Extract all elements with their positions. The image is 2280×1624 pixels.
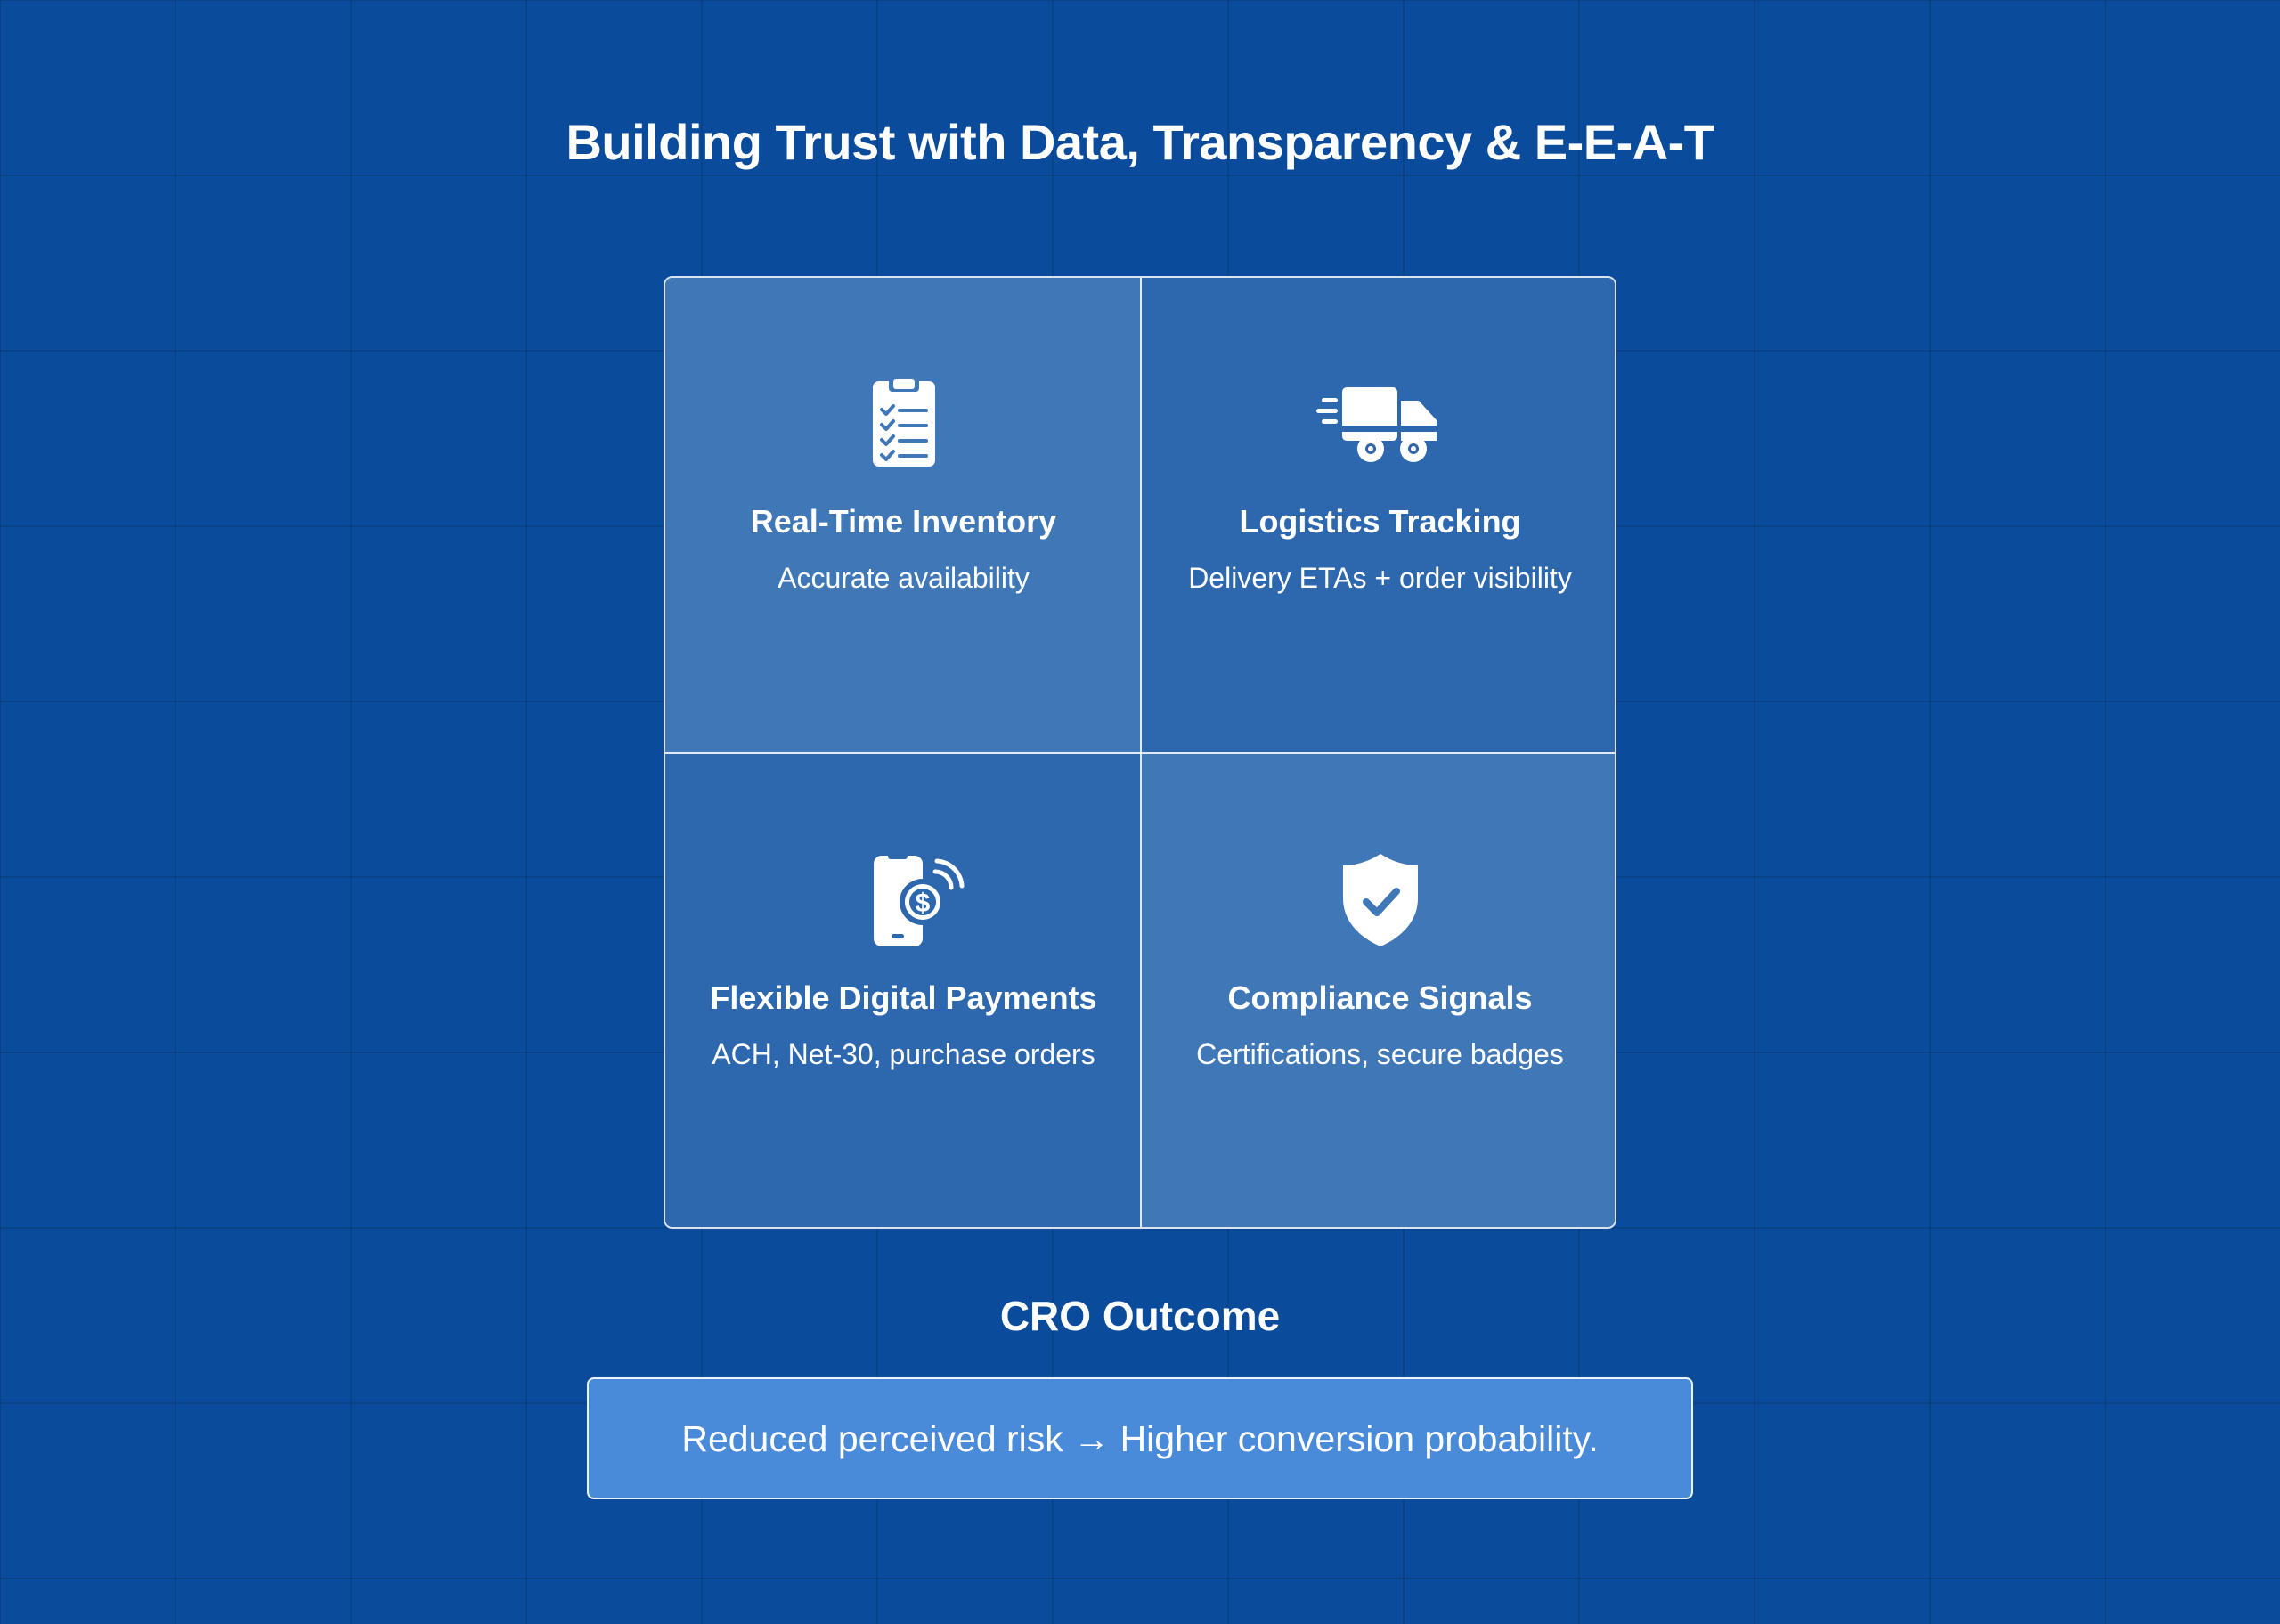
svg-text:$: $ [915,889,930,918]
card-subtitle: Certifications, secure badges [1196,1038,1564,1070]
trust-factors-grid [664,276,1616,1229]
card-compliance-signals [1142,754,1616,1229]
page-title: Building Trust with Data, Transparency & E-E-A-T [566,114,1714,170]
mobile-payment-icon [837,852,971,950]
card-subtitle: Delivery ETAs + order visibility [1188,562,1572,594]
outcome-heading: CRO Outcome [999,1293,1281,1339]
card-subtitle: ACH, Net-30, purchase orders [712,1038,1095,1070]
card-title: Compliance Signals [1227,979,1533,1016]
card-title: Real-Time Inventory [750,503,1057,540]
card-title: Logistics Tracking [1239,503,1521,540]
clipboard-checklist-icon [837,376,971,474]
grid-divider-horizontal [665,752,1615,754]
outcome-box [587,1377,1693,1499]
delivery-truck-icon [1314,376,1447,474]
card-logistics-tracking [1142,278,1616,754]
card-real-time-inventory [665,278,1142,754]
card-subtitle: Accurate availability [778,562,1030,594]
card-title: Flexible Digital Payments [710,979,1097,1016]
shield-check-icon [1314,852,1447,950]
card-flexible-digital-payments [665,754,1142,1229]
outcome-text: Reduced perceived risk → Higher conversion probability. [681,1417,1599,1459]
